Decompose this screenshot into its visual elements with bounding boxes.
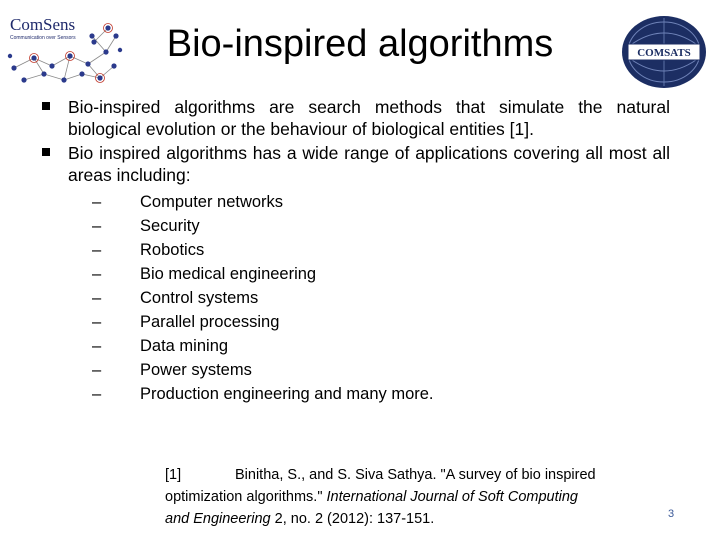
- dash-bullet: –: [92, 361, 102, 379]
- list-item: – Control systems: [92, 286, 670, 310]
- square-bullet-icon: [42, 102, 50, 110]
- comsens-logo-graphic: [4, 6, 126, 88]
- list-item: – Robotics: [92, 238, 670, 262]
- dash-bullet: –: [92, 217, 102, 235]
- comsens-logo: [4, 6, 126, 88]
- list-item: – Production engineering and many more.: [92, 382, 670, 406]
- dash-bullet: –: [92, 265, 102, 283]
- list-item: – Security: [92, 214, 670, 238]
- reference-volume: 2: [270, 511, 283, 527]
- comsats-logo-graphic: [620, 14, 708, 90]
- comsats-logo: [620, 14, 708, 90]
- slide-body: [42, 96, 670, 406]
- dash-bullet: –: [92, 193, 102, 211]
- dash-bullet: –: [92, 289, 102, 307]
- square-bullet-icon: [42, 148, 50, 156]
- bullet-definition: [42, 96, 670, 140]
- reference-authors-title: Binitha, S., and S. Siva Sathya. "A survey of bio inspired optimization algorithms.": [165, 467, 596, 505]
- dash-bullet: –: [92, 337, 102, 355]
- applications-list: [92, 190, 670, 406]
- comsens-tagline: Communication over Sensors: [10, 35, 76, 41]
- list-item: – Bio medical engineering: [92, 262, 670, 286]
- bullet-applications: [42, 142, 670, 186]
- comsats-wordmark: COMSATS: [637, 47, 691, 59]
- reference-citation: [165, 464, 597, 530]
- bullet-text: Bio-inspired algorithms are search methods that simulate the natural biological evolution or the behaviour of biological entities [1].: [68, 97, 670, 139]
- bullet-text: Bio inspired algorithms has a wide range of applications covering all most all areas including:: [68, 143, 670, 185]
- list-item: – Parallel processing: [92, 310, 670, 334]
- list-item: – Power systems: [92, 358, 670, 382]
- dash-bullet: –: [92, 313, 102, 331]
- comsens-wordmark: ComSens: [10, 15, 76, 34]
- slide-title: Bio-inspired algorithms: [166, 23, 554, 65]
- reference-journal: International Journal of Soft Computing and Engineering: [165, 489, 578, 527]
- list-item: – Computer networks: [92, 190, 670, 214]
- dash-bullet: –: [92, 385, 102, 403]
- page-number: 3: [668, 508, 675, 520]
- dash-bullet: –: [92, 241, 102, 259]
- list-item: – Data mining: [92, 334, 670, 358]
- reference-number: [1]: [165, 467, 182, 483]
- reference-details: , no. 2 (2012): 137-151.: [282, 511, 435, 527]
